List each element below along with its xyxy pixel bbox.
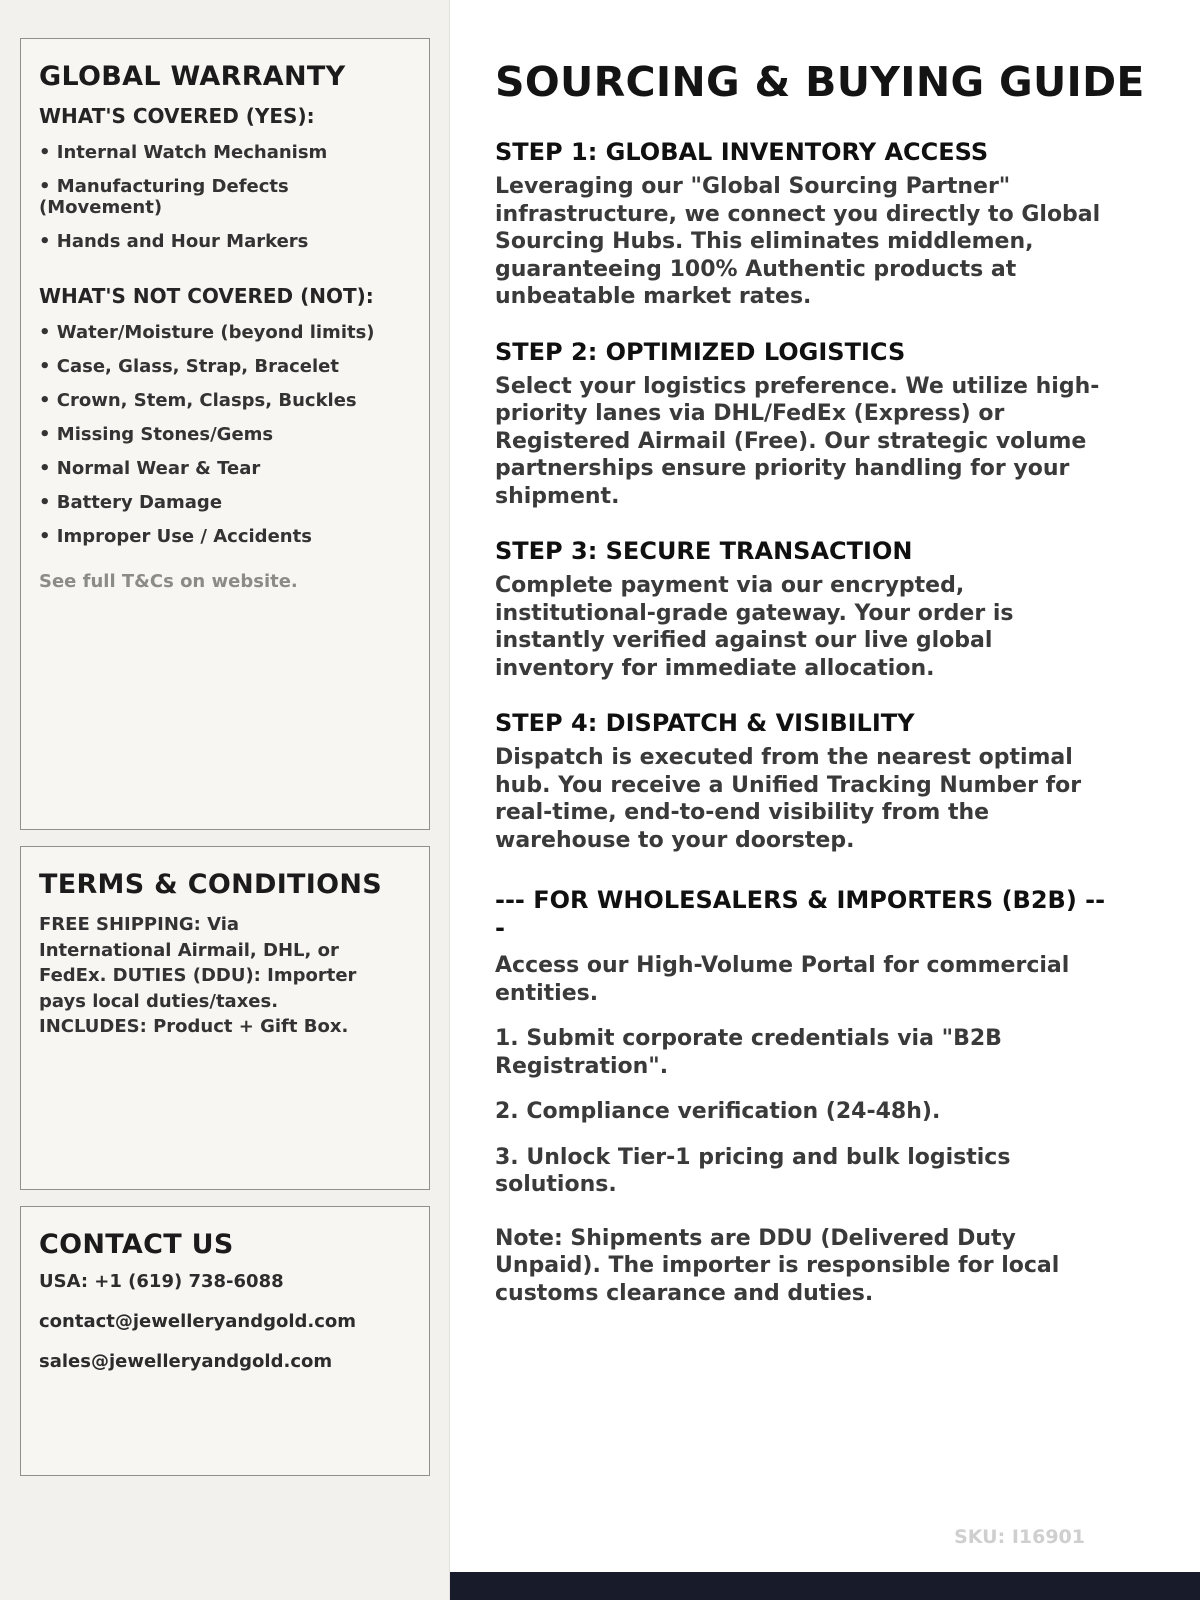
covered-heading: WHAT'S COVERED (YES):	[39, 104, 315, 128]
terms-box	[20, 846, 430, 1190]
step-1-heading: STEP 1: GLOBAL INVENTORY ACCESS	[495, 138, 989, 166]
list-item: • Internal Watch Mechanism	[39, 142, 411, 163]
list-item: • Improper Use / Accidents	[39, 526, 411, 547]
list-item: • Manufacturing Defects (Movement)	[39, 176, 411, 218]
contact-email-sales: sales@jewelleryandgold.com	[39, 1351, 333, 1372]
step-2-body: Select your logistics preference. We utilize high-priority lanes via DHL/FedEx (Express) or Registered Airmail (Free). Our strategic volume partnerships ensure priority handling for your shipment.	[495, 373, 1100, 509]
main-content	[450, 0, 1200, 1600]
list-item: • Water/Moisture (beyond limits)	[39, 322, 411, 343]
contact-title: CONTACT US	[39, 1229, 234, 1260]
covered-list	[39, 142, 411, 252]
step-1-body: Leveraging our "Global Sourcing Partner" infrastructure, we connect you directly to Global Sourcing Hubs. This eliminates middlemen, guaranteeing 100% Authentic products at unbeatable market rates.	[495, 174, 1101, 309]
warranty-title: GLOBAL WARRANTY	[39, 61, 346, 92]
sidebar	[0, 0, 450, 1600]
b2b-section	[495, 886, 1110, 1307]
contact-box	[20, 1206, 430, 1476]
list-item: • Case, Glass, Strap, Bracelet	[39, 356, 411, 377]
list-item: • Crown, Stem, Clasps, Buckles	[39, 390, 411, 411]
b2b-item: 3. Unlock Tier-1 pricing and bulk logistics solutions.	[495, 1144, 1011, 1197]
step-3-body: Complete payment via our encrypted, institutional-grade gateway. Your order is instantly verified against our live global inventory for immediate allocation.	[495, 573, 1014, 681]
footer-bar	[450, 1572, 1200, 1600]
step-1-section	[495, 138, 1110, 311]
b2b-intro: Access our High-Volume Portal for commercial entities.	[495, 953, 1070, 1006]
list-item: • Normal Wear & Tear	[39, 458, 411, 479]
step-4-section	[495, 709, 1110, 854]
contact-email-primary: contact@jewelleryandgold.com	[39, 1311, 357, 1332]
step-3-section	[495, 537, 1110, 682]
sku-label: SKU: I16901	[954, 1526, 1085, 1548]
list-item: • Missing Stones/Gems	[39, 424, 411, 445]
b2b-item: 1. Submit corporate credentials via "B2B Registration".	[495, 1026, 1002, 1079]
step-4-heading: STEP 4: DISPATCH & VISIBILITY	[495, 709, 915, 737]
b2b-heading: --- FOR WHOLESALERS & IMPORTERS (B2B) ---	[495, 886, 1106, 942]
list-item: • Hands and Hour Markers	[39, 231, 411, 252]
step-4-body: Dispatch is executed from the nearest optimal hub. You receive a Unified Tracking Number for real-time, end-to-end visibility from the warehouse to your doorstep.	[495, 745, 1082, 853]
contact-phone: USA: +1 (619) 738-6088	[39, 1271, 284, 1292]
step-2-section	[495, 338, 1110, 511]
b2b-note: Note: Shipments are DDU (Delivered Duty Unpaid). The importer is responsible for local customs clearance and duties.	[495, 1225, 1060, 1306]
step-3-heading: STEP 3: SECURE TRANSACTION	[495, 537, 913, 565]
page-title: SOURCING & BUYING GUIDE	[495, 58, 1145, 106]
terms-body: FREE SHIPPING: Via International Airmail, DHL, or FedEx. DUTIES (DDU): Importer pays local duties/taxes. INCLUDES: Product + Gift Box.	[39, 914, 357, 1037]
warranty-box	[20, 38, 430, 830]
step-2-heading: STEP 2: OPTIMIZED LOGISTICS	[495, 337, 906, 366]
not-covered-list	[39, 322, 411, 547]
b2b-item: 2. Compliance verification (24-48h).	[495, 1099, 941, 1124]
warranty-footnote: See full T&Cs on website.	[39, 571, 298, 592]
not-covered-heading: WHAT'S NOT COVERED (NOT):	[39, 284, 374, 308]
terms-title: TERMS & CONDITIONS	[39, 869, 382, 900]
list-item: • Battery Damage	[39, 492, 411, 513]
